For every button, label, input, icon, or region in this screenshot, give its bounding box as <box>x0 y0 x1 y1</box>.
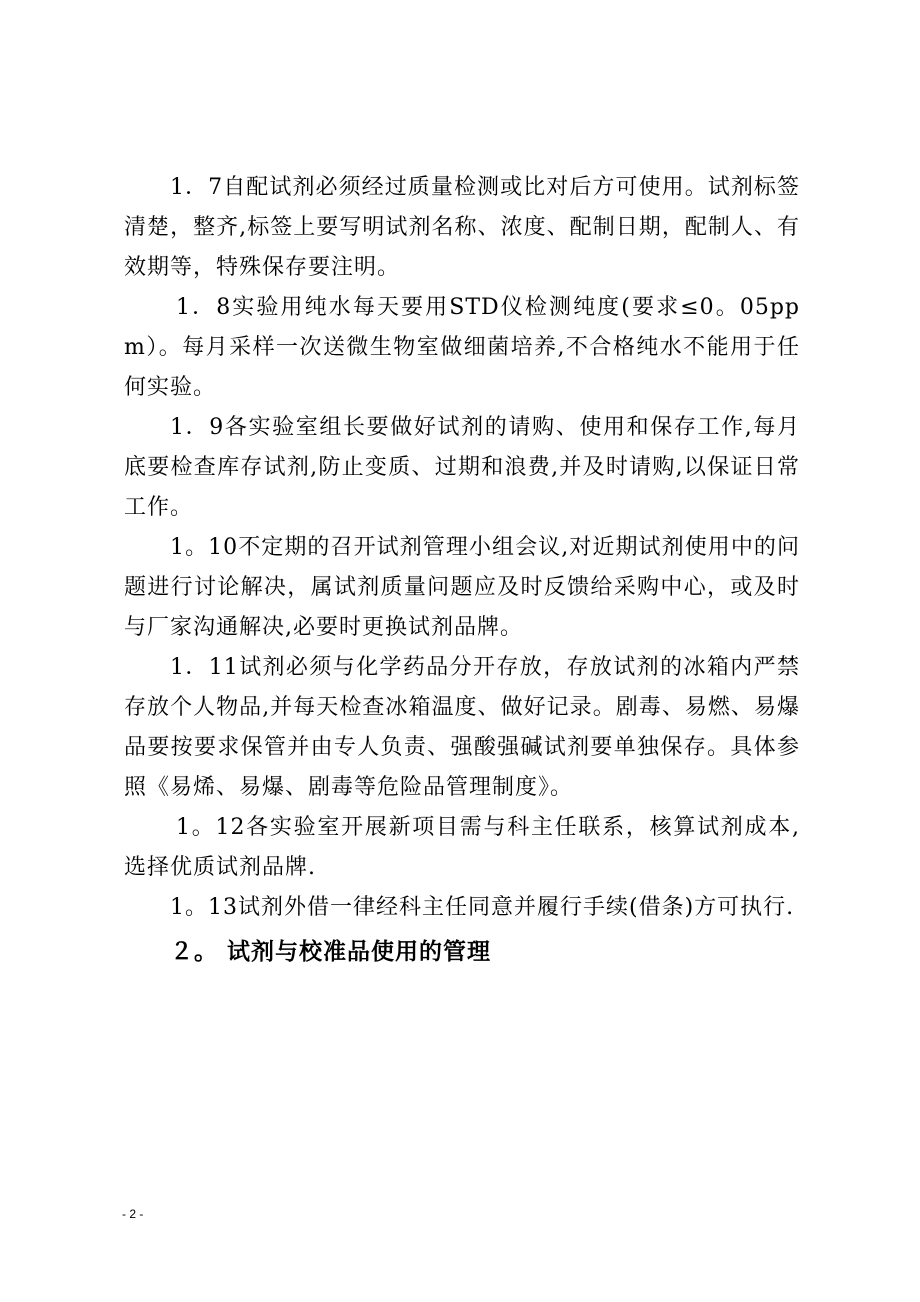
document-body <box>124 168 800 972</box>
paragraph-1-11: 1．11试剂必须与化学药品分开存放，存放试剂的冰箱内严禁存放个人物品,并每天检查冰箱温度、做好记录。剧毒、易燃、易爆品要按要求保管并由专人负责、强酸强碱试剂要单独保存。具体参照《易烯、易爆、剧毒等危险品管理制度》。 <box>124 655 800 800</box>
paragraph-1-10: 1。10不定期的召开试剂管理小组会议,对近期试剂使用中的问题进行讨论解决，属试剂质量问题应及时反馈给采购中心，或及时与厂家沟通解决,必要时更换试剂品牌。 <box>124 535 800 640</box>
paragraph-1-9: 1．9各实验室组长要做好试剂的请购、使用和保存工作,每月底要检查库存试剂,防止变质、过期和浪费,并及时请购,以保证日常工作。 <box>124 415 800 520</box>
section-heading: ２。 试剂与校准品使用的管理 <box>170 939 492 965</box>
paragraph-1-7: 1．7自配试剂必须经过质量检测或比对后方可使用。试剂标签清楚，整齐,标签上要写明试剂名称、浓度、配制日期，配制人、有效期等，特殊保存要注明。 <box>124 175 800 280</box>
paragraph-1-12: 1。12各实验室开展新项目需与科主任联系，核算试剂成本,选择优质试剂品牌. <box>124 815 800 880</box>
paragraph-1-8: 1．8实验用纯水每天要用STD仪检测纯度(要求≤0。05ppm）。每月采样一次送微生物室做细菌培养,不合格纯水不能用于任何实验。 <box>124 295 800 400</box>
paragraph-1-13: 1。13试剂外借一律经科主任同意并履行手续(借条)方可执行. <box>170 895 795 920</box>
page-number: - 2 - <box>122 1207 144 1221</box>
